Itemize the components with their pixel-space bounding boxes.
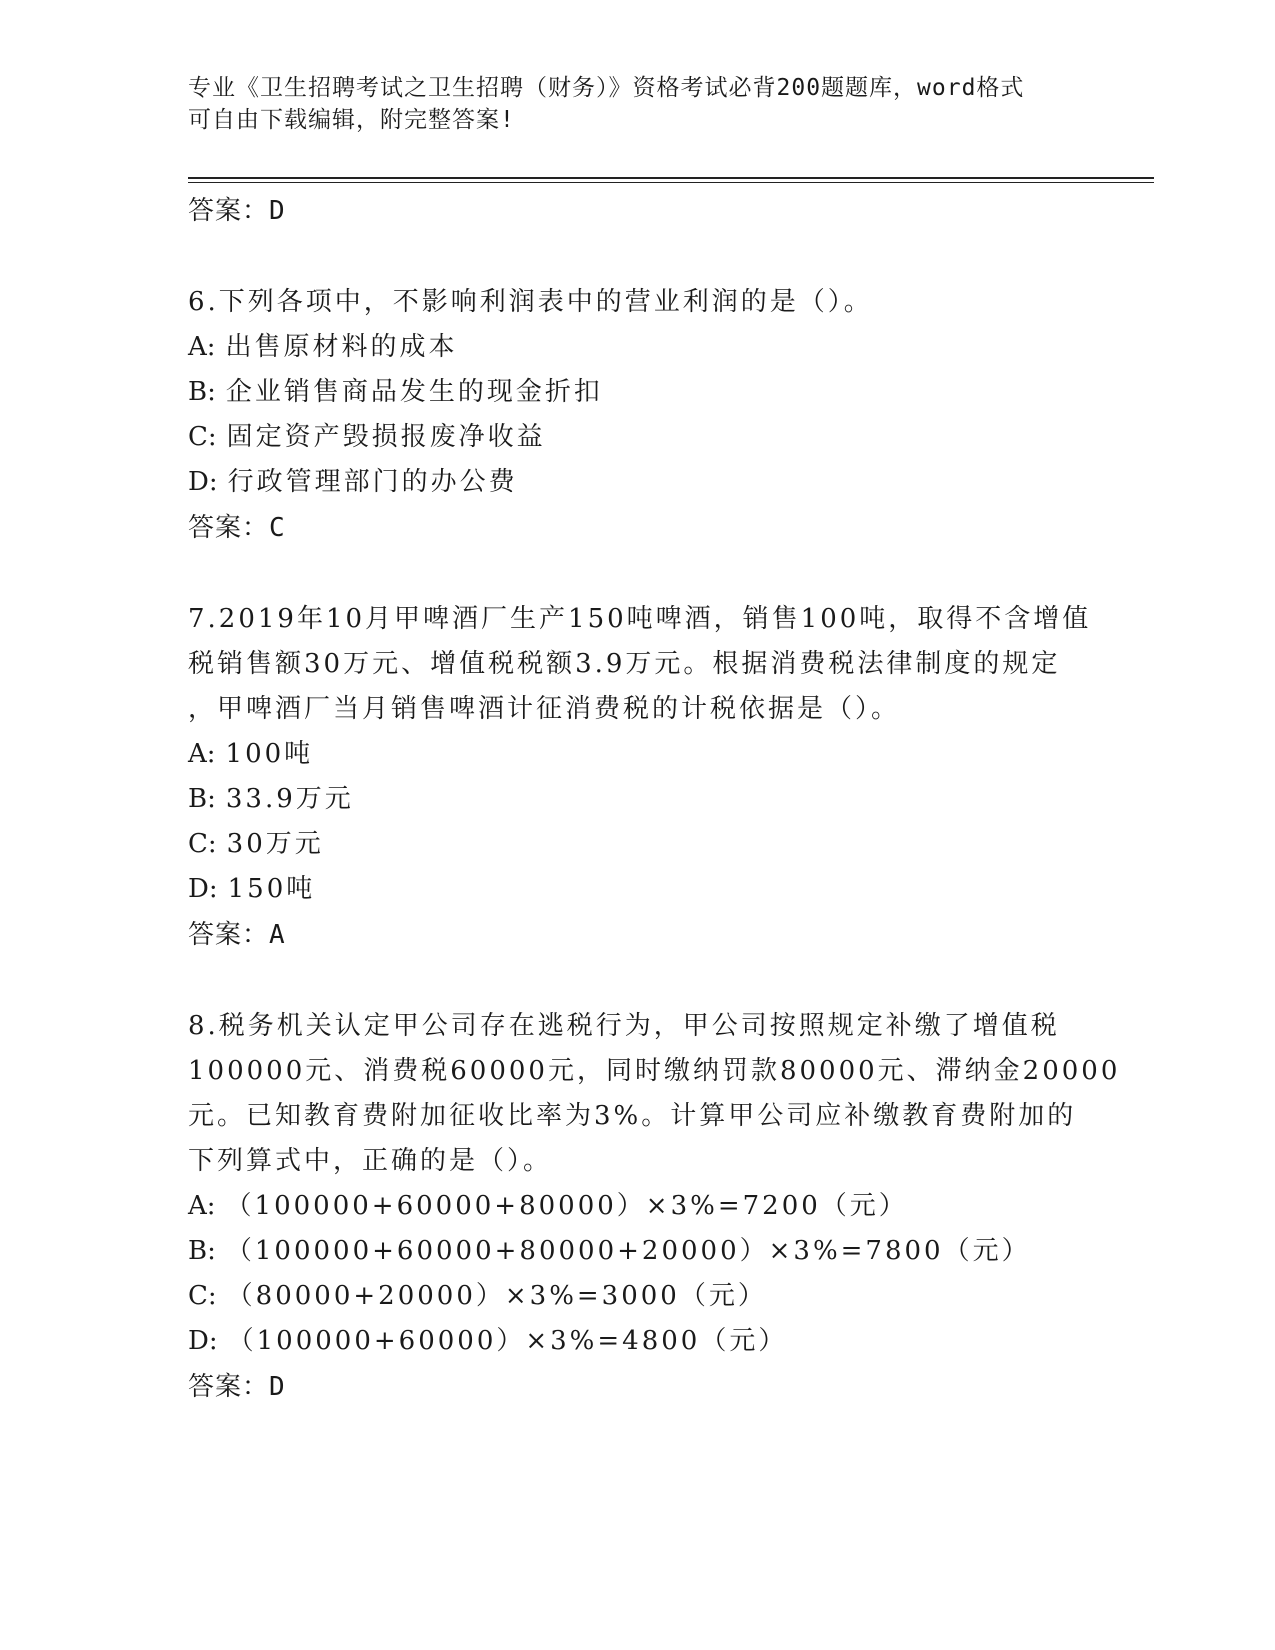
option-letter: B: bbox=[188, 784, 216, 814]
question-list bbox=[188, 188, 1121, 1410]
option-a bbox=[188, 1184, 1108, 1229]
option-text: （100000+60000+80000+20000）×3%=7800（元） bbox=[225, 1236, 1031, 1266]
stem-line: 税销售额30万元、增值税税额3.9万元。根据消费税法律制度的规定 bbox=[188, 649, 1061, 679]
question-stem bbox=[188, 280, 1108, 325]
option-text: 企业销售商品发生的现金折扣 bbox=[225, 377, 603, 407]
option-b bbox=[188, 777, 1108, 822]
header-rule-thick bbox=[188, 177, 1154, 179]
option-letter: B: bbox=[188, 377, 216, 407]
option-text: 固定资产毁损报废净收益 bbox=[226, 422, 546, 452]
option-b bbox=[188, 370, 1108, 415]
question-8 bbox=[188, 1004, 1121, 1410]
option-text: （100000+60000）×3%=4800（元） bbox=[227, 1326, 788, 1356]
stem-line: 8.税务机关认定甲公司存在逃税行为，甲公司按照规定补缴了增值税 bbox=[188, 1011, 1060, 1041]
answer: 答案：D bbox=[188, 1372, 286, 1402]
option-letter: A: bbox=[188, 1191, 216, 1221]
option-letter: C: bbox=[188, 422, 217, 452]
header-line-2: 可自由下载编辑，附完整答案! bbox=[188, 107, 515, 133]
answer: 答案：A bbox=[188, 920, 286, 950]
option-c bbox=[188, 1274, 1108, 1319]
option-letter: D: bbox=[188, 874, 218, 904]
option-text: 出售原材料的成本 bbox=[225, 332, 458, 362]
stem-line: ，甲啤酒厂当月销售啤酒计征消费税的计税依据是（）。 bbox=[188, 694, 901, 724]
option-letter: B: bbox=[188, 1236, 216, 1266]
option-text: 行政管理部门的办公费 bbox=[227, 467, 518, 497]
option-b bbox=[188, 1229, 1108, 1274]
stem-line: 100000元、消费税60000元，同时缴纳罚款80000元、滞纳金20000 bbox=[188, 1056, 1121, 1086]
question-stem bbox=[188, 597, 1108, 732]
option-letter: D: bbox=[188, 467, 218, 497]
question-7 bbox=[188, 597, 1108, 958]
document-header bbox=[188, 72, 1088, 136]
option-text: 150吨 bbox=[227, 874, 316, 904]
stem-line: 6.下列各项中，不影响利润表中的营业利润的是（）。 bbox=[188, 287, 873, 317]
option-d bbox=[188, 1319, 1108, 1364]
option-text: 33.9万元 bbox=[225, 784, 354, 814]
option-letter: A: bbox=[188, 332, 216, 362]
option-text: 30万元 bbox=[226, 829, 324, 859]
option-letter: C: bbox=[188, 1281, 217, 1311]
option-a bbox=[188, 732, 1108, 777]
answer-previous: 答案：D bbox=[188, 196, 286, 226]
option-d bbox=[188, 460, 1108, 505]
question-stem bbox=[188, 1004, 1121, 1184]
header-line-1: 专业《卫生招聘考试之卫生招聘（财务）》资格考试必背200题题库，word格式 bbox=[188, 75, 1025, 101]
stem-line: 元。已知教育费附加征收比率为3%。计算甲公司应补缴教育费附加的 bbox=[188, 1101, 1077, 1131]
option-c bbox=[188, 415, 1108, 460]
option-a bbox=[188, 325, 1108, 370]
question-6 bbox=[188, 280, 1108, 551]
stem-line: 下列算式中，正确的是（）。 bbox=[188, 1146, 553, 1176]
option-d bbox=[188, 867, 1108, 912]
stem-line: 7.2019年10月甲啤酒厂生产150吨啤酒，销售100吨，取得不含增值 bbox=[188, 604, 1092, 634]
header-rule-thin bbox=[188, 182, 1154, 183]
option-letter: D: bbox=[188, 1326, 218, 1356]
option-text: （80000+20000）×3%=3000（元） bbox=[226, 1281, 767, 1311]
option-text: 100吨 bbox=[225, 739, 314, 769]
option-letter: A: bbox=[188, 739, 216, 769]
answer: 答案：C bbox=[188, 513, 286, 543]
option-c bbox=[188, 822, 1108, 867]
option-letter: C: bbox=[188, 829, 217, 859]
option-text: （100000+60000+80000）×3%=7200（元） bbox=[225, 1191, 908, 1221]
